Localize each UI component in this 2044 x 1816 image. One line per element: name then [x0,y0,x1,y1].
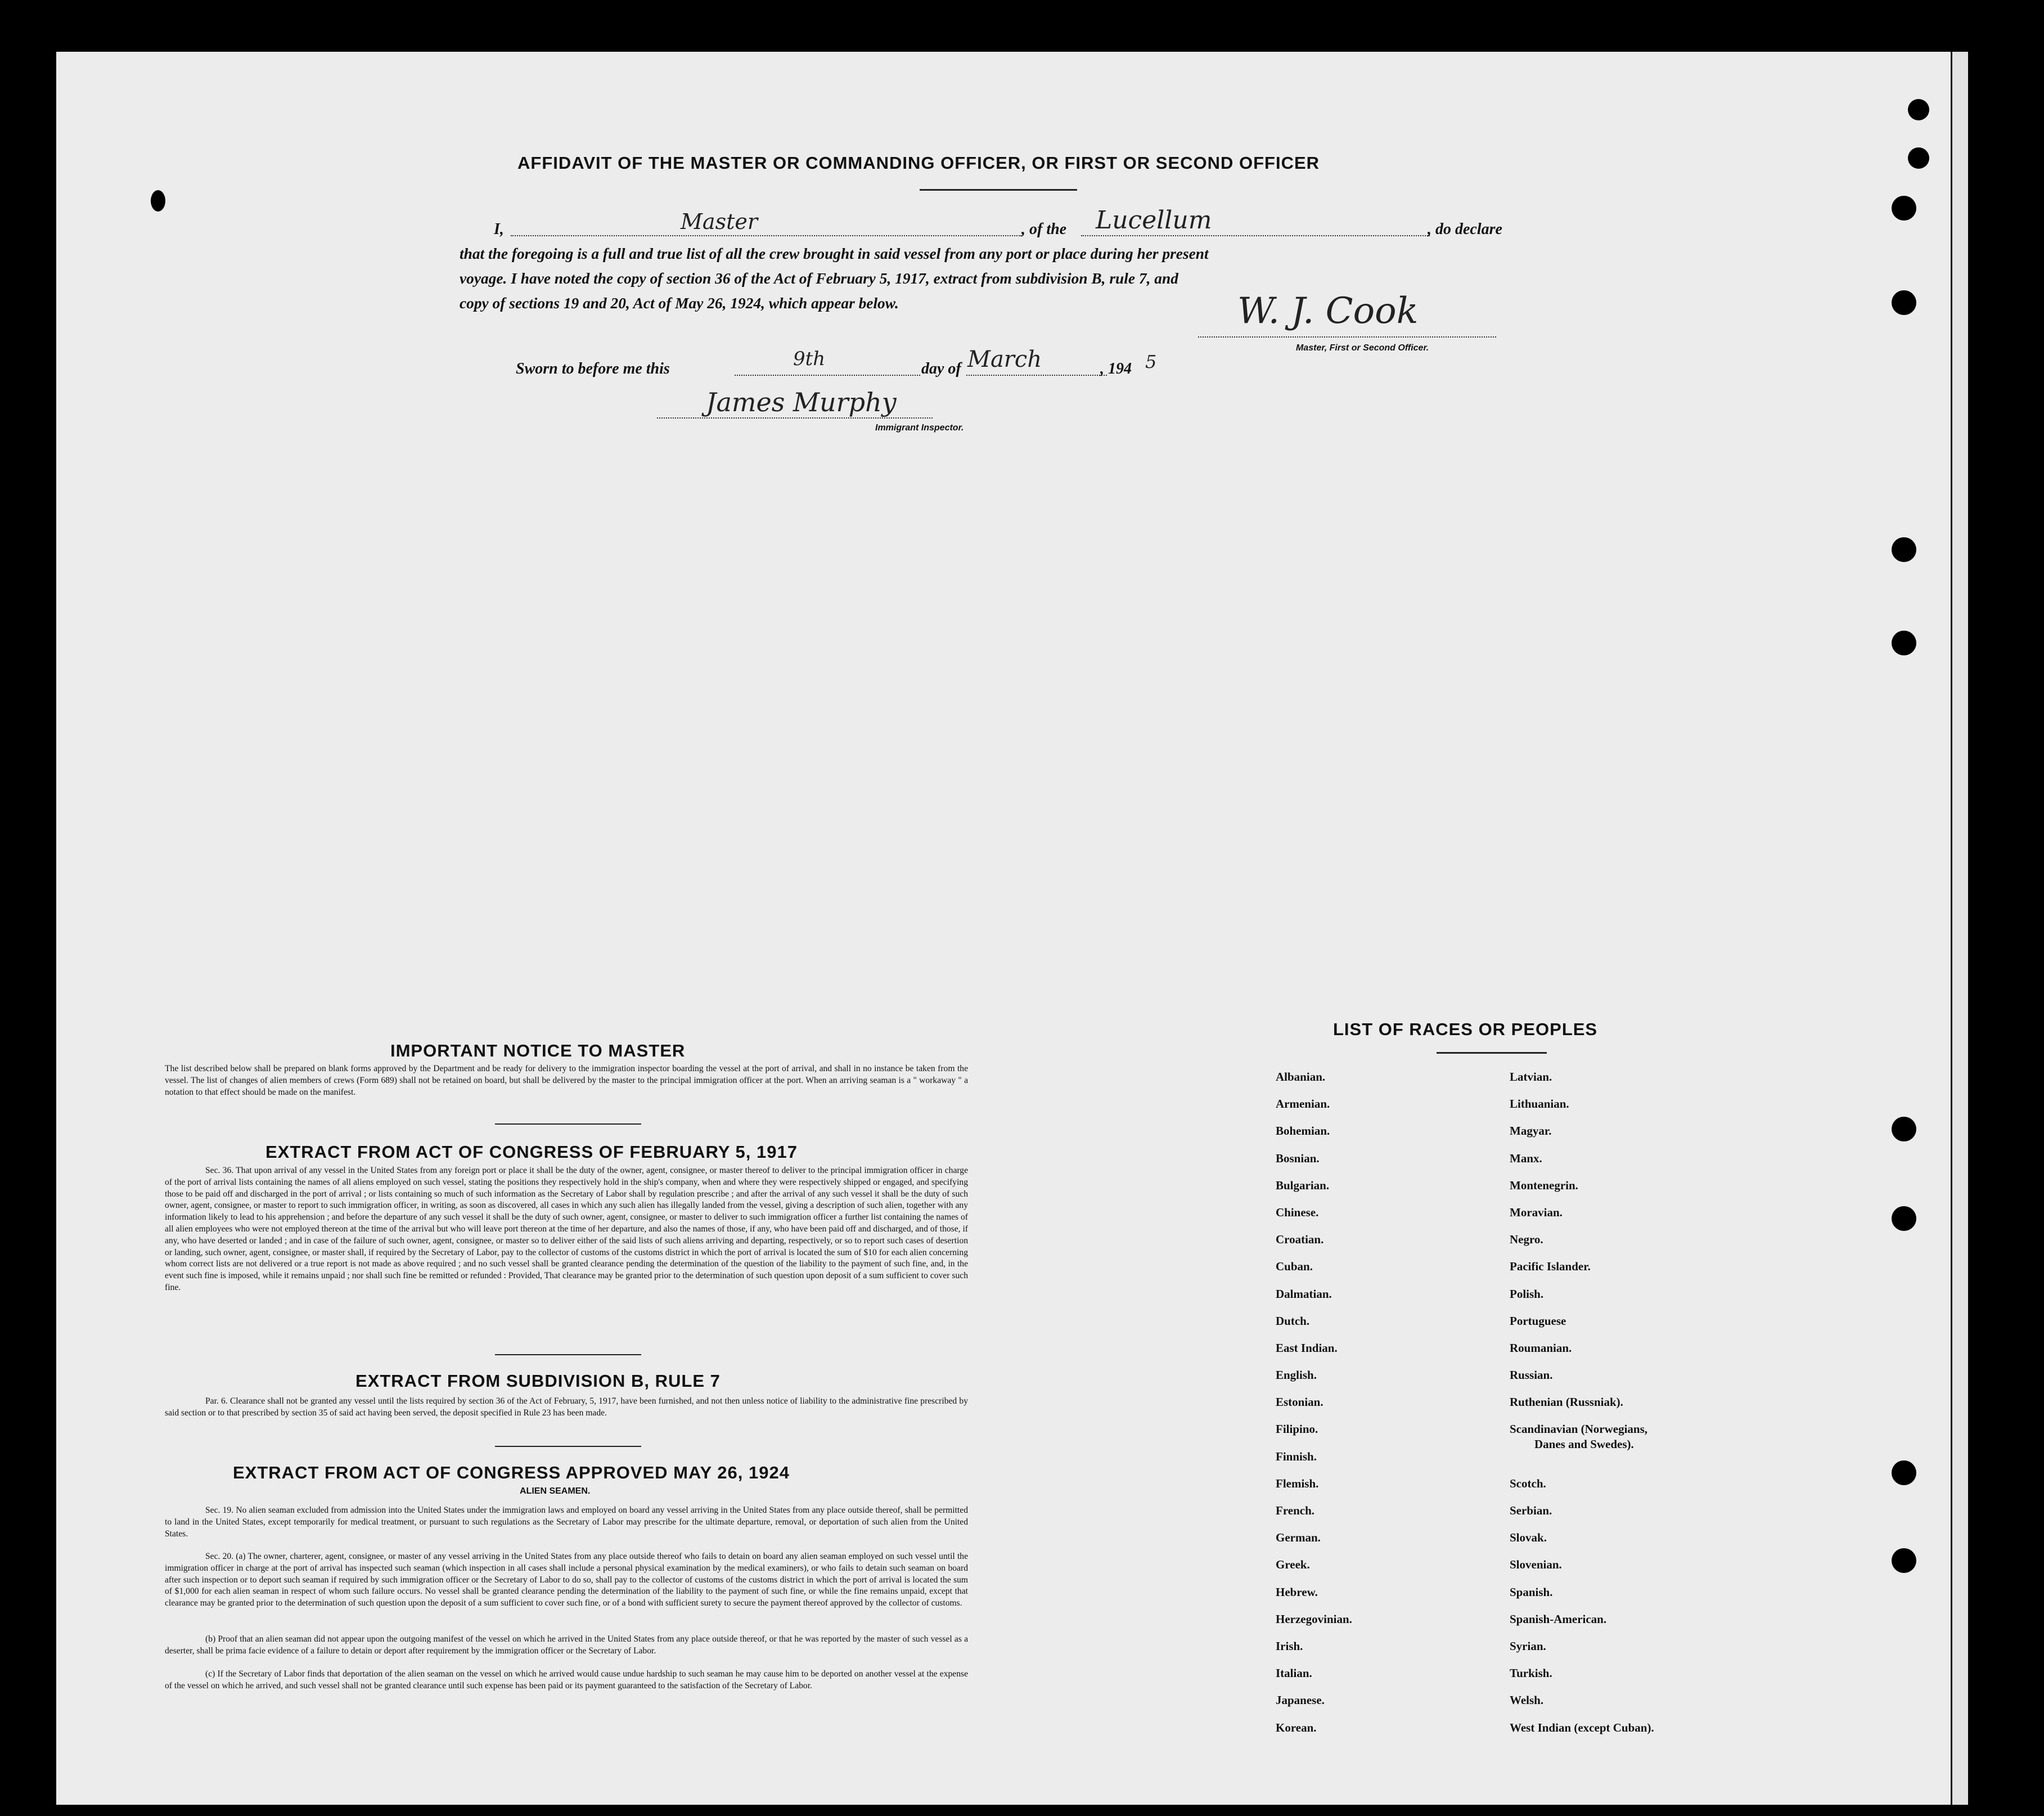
notice-divider [495,1123,641,1125]
name-line [511,235,1021,236]
race-item: East Indian. [1276,1341,1338,1355]
race-item: Ruthenian (Russniak). [1510,1395,1623,1409]
punch-hole [1892,537,1916,562]
race-item: Pacific Islander. [1510,1260,1591,1274]
inspector-caption: Immigrant Inspector. [875,423,964,433]
declaration-prefix: I, [494,221,504,238]
race-item: Slovak. [1510,1531,1547,1545]
notice-body: The list described below shall be prepared on blank forms approved by the Department and be ready for delivery to the immigration inspector boarding the vessel at the port of arrival, and shall in no instance be taken from the vessel. The list of changes of alien members of crews (Form 689) shall not be retained on board, but shall be delivered by the master to the principal immigration officer at the port. When an arriving seaman is a " workaway " a notation to that effect should be made on the manifest. [165,1064,968,1097]
race-item: Hebrew. [1276,1585,1318,1599]
race-item: Japanese. [1276,1693,1325,1707]
affidavit-title: AFFIDAVIT OF THE MASTER OR COMMANDING OFFICER, OR FIRST OR SECOND OFFICER [517,153,1320,173]
race-item-continuation: Danes and Swedes). [1534,1437,1634,1451]
punch-hole [1892,1548,1916,1573]
race-item: Slovenian. [1510,1558,1562,1572]
race-item: Bosnian. [1276,1151,1320,1165]
punch-hole [1908,99,1929,120]
race-item: Welsh. [1510,1693,1544,1707]
race-item: Bohemian. [1276,1124,1330,1138]
sworn-year: , 194 [1100,360,1132,377]
race-item: Italian. [1276,1666,1312,1680]
race-item: Roumanian. [1510,1341,1572,1355]
sec-19-body: Sec. 19. No alien seaman excluded from admission into the United States under the immigration laws and employed on board any vessel arriving in the United States from any place outside thereof, shall be permitted to land in the United States, except temporarily for medical treatment, or pursuant to such regulations as the Secretary of Labor may prescribe for the ultimate departure, removal, or deportation of such alien from the United States. [165,1505,968,1539]
race-item: German. [1276,1531,1321,1545]
declaration-suffix: , do declare [1428,221,1502,238]
punch-hole [1908,147,1929,169]
sworn-day-handwritten: 9th [793,348,826,370]
race-item: Lithuanian. [1510,1097,1569,1111]
race-item: Syrian. [1510,1639,1546,1653]
sec-20c-body: (c) If the Secretary of Labor finds that deportation of the alien seaman on the vessel on which he arrived would cause undue hardship to such seaman he may cause him to be deported on another vessel at the expense of the vessel on which he arrived, and such vessel shall not be granted clearance until such expense has been paid or its payment guaranteed to the satisfaction of the Secretary of Labor. [165,1669,968,1691]
extract-1917-body: Sec. 36. That upon arrival of any vessel in the United States from any foreign port or place it shall be the duty of the owner, agent, consignee, or master thereof to deliver to the principal immigration officer in charge of the port of arrival lists containing the names of all aliens employed on such vessel, stating the positions they respectively hold in the ship's company, when and where they were respectively shipped or engaged, and specifying those to be paid off and discharged in the port of arrival ; or lists containing so much of such information as the Secretary of Labor shall by regulation prescribe ; and after the arrival of any such vessel it shall be the duty of such owner, agent, consignee, or master to report to such immigration officer, in writing, as soon as discovered, all cases in which any such alien has illegally landed from the vessel, giving a description of such alien, together with any information likely to lead to his apprehension ; and before the departure of any such vessel it shall be the duty of such owner, agent, consignee, or master to deliver to such immigration officer a further list containing the names of all alien employees who were not employed thereon at the time of the arrival but who will leave port thereon at the time of her departure, and also the names of those, if any, who have been paid off and discharged, and of those, if any, who have deserted or landed ; and in case of the failure of such owner, agent, consignee, or master so to deliver either of the said lists of such aliens arriving and departing, respectively, or so to report such cases of desertion or landing, such owner, agent, consignee, or master shall, if required by the Secretary of Labor, pay to the collector of customs of the customs district in which the port of arrival is located the sum of $10 for each alien concerning whom correct lists are not delivered or a true report is not made as above required ; and no such vessel shall be granted clearance pending the determination of the question of the liability to the payment of such fine, and, in the event such fine is imposed, while it remains unpaid ; nor shall such fine be remitted or refunded : Provided, That clearance may be granted prior to the determination of such question upon deposit of a sum sufficient to cover such fine. [165,1166,968,1292]
race-item: French. [1276,1504,1315,1517]
race-item: Scandinavian (Norwegians, [1510,1422,1648,1436]
race-item: English. [1276,1368,1317,1382]
extract-1917-divider [495,1354,641,1355]
race-item: Manx. [1510,1151,1542,1165]
race-item: Magyar. [1510,1124,1552,1138]
race-item: Albanian. [1276,1070,1326,1084]
notice-title: IMPORTANT NOTICE TO MASTER [390,1041,686,1060]
punch-hole [1892,1117,1916,1141]
punch-hole [1892,196,1916,221]
sworn-month-line [966,375,1107,376]
race-item: Spanish. [1510,1585,1553,1599]
races-right-column [1510,1070,1654,1748]
punch-hole [1892,1460,1916,1485]
race-item: Turkish. [1510,1666,1552,1680]
extract-1924-subtitle: ALIEN SEAMEN. [520,1486,591,1496]
punch-hole [1892,1206,1916,1231]
rule-7-body: Par. 6. Clearance shall not be granted any vessel until the lists required by section 36 of the Act of February, 5, 1917, have been furnished, and not then unless notice of liability to the administrative fine prescribed by said section or to that prescribed by section 35 of said act having been served, the deposit specified in Rule 23 has been made. [165,1396,968,1418]
rule-7-title: EXTRACT FROM SUBDIVISION B, RULE 7 [355,1371,721,1391]
race-item: Portuguese [1510,1314,1566,1328]
ink-blot [151,190,165,212]
race-item: Armenian. [1276,1097,1330,1111]
title-divider [920,189,1077,191]
race-item: Flemish. [1276,1476,1319,1490]
race-item: Croatian. [1276,1233,1324,1247]
extract-1924-title: EXTRACT FROM ACT OF CONGRESS APPROVED MAY 26, 1924 [233,1463,790,1482]
races-left-column [1276,1070,1352,1748]
sec-20a-body: Sec. 20. (a) The owner, charterer, agent, consignee, or master of any vessel arriving in the United States from any place outside thereof who fails to detain on board any alien seaman employed on such vessel until the immigration officer in charge at the port of arrival has inspected such seaman (which inspection in all cases shall include a personal physical examination by the medical examiners), or who fails to detain such seaman on board after such inspection or to deport such seaman if required by such immigration officer or the Secretary of Labor to do so, shall pay to the collector of customs of the customs district in which the port of arrival is located the sum of $1,000 for each alien seaman in respect of whom such failure occurs. No vessel shall be granted clearance pending the determination of the liability to the payment of such fine, or while the fine remains unpaid, except that clearance may be granted prior to the determination of such question upon the deposit of a sum sufficient to cover such fine, or of a bond with sufficient surety to secure the payment thereof approved by the collector of customs. [165,1552,968,1608]
race-item: Russian. [1510,1368,1553,1382]
sworn-year-handwritten: 5 [1145,351,1157,372]
declaration-line-3: voyage. I have noted the copy of section 36 of the Act of February 5, 1917, extract from subdivision B, rule 7, and [460,270,1178,287]
race-item: Negro. [1510,1233,1543,1247]
race-item: Finnish. [1276,1449,1317,1463]
race-item: Greek. [1276,1558,1310,1572]
race-item: West Indian (except Cuban). [1510,1720,1654,1734]
race-item: Moravian. [1510,1205,1563,1219]
race-item: Herzegovinian. [1276,1612,1352,1626]
vessel-name-handwritten: Lucellum [1096,206,1212,235]
race-item: Serbian. [1510,1504,1552,1518]
extract-1917-title: EXTRACT FROM ACT OF CONGRESS OF FEBRUARY 5, 1917 [265,1142,798,1162]
race-item: Bulgarian. [1276,1178,1330,1192]
sec-20b-body: (b) Proof that an alien seaman did not appear upon the outgoing manifest of the vessel on which he arrived in the United States from any place outside thereof, or that he was reported by the master of such vessel as a deserter, shall be prima facie evidence of a failure to detain or deport after requirement by the immigration officer or the Secretary of Labor. [165,1634,968,1656]
race-item: Polish. [1510,1287,1544,1301]
document-page [56,52,1952,1805]
declaration-line-2: that the foregoing is a full and true list of all the crew brought in said vessel from any port or place during her present [460,245,1209,262]
race-item: Cuban. [1276,1260,1313,1274]
race-item: Chinese. [1276,1205,1319,1219]
race-item: Irish. [1276,1639,1303,1653]
race-item: Spanish-American. [1510,1612,1607,1626]
signature-line [1198,336,1496,338]
race-item: Latvian. [1510,1070,1552,1084]
race-item: Montenegrin. [1510,1178,1578,1192]
race-item: Dalmatian. [1276,1287,1332,1301]
declaration-line-4: copy of sections 19 and 20, Act of May 26, 1924, which appear below. [460,295,899,312]
sworn-mid: day of [921,360,961,377]
declaration-mid: , of the [1021,221,1067,238]
sworn-prefix: Sworn to before me this [516,360,670,377]
page-edge [1951,52,1968,1805]
punch-hole [1892,631,1916,655]
races-divider [1437,1052,1547,1054]
signature-caption: Master, First or Second Officer. [1296,343,1429,353]
race-item: Estonian. [1276,1395,1323,1409]
rule-7-divider [495,1446,641,1447]
race-item: Scotch. [1510,1476,1546,1490]
master-name-handwritten: Master [681,209,758,234]
races-title: LIST OF RACES OR PEOPLES [1333,1019,1598,1039]
master-signature: W. J. Cook [1237,290,1419,332]
race-item: Filipino. [1276,1422,1318,1436]
punch-hole [1892,290,1916,315]
vessel-line [1081,235,1430,236]
inspector-signature: James Murphy [706,387,897,417]
race-item: Korean. [1276,1720,1317,1734]
sworn-month-handwritten: March [967,347,1042,372]
inspector-line [657,417,933,419]
sworn-day-line [735,375,920,376]
race-item: Dutch. [1276,1314,1310,1328]
